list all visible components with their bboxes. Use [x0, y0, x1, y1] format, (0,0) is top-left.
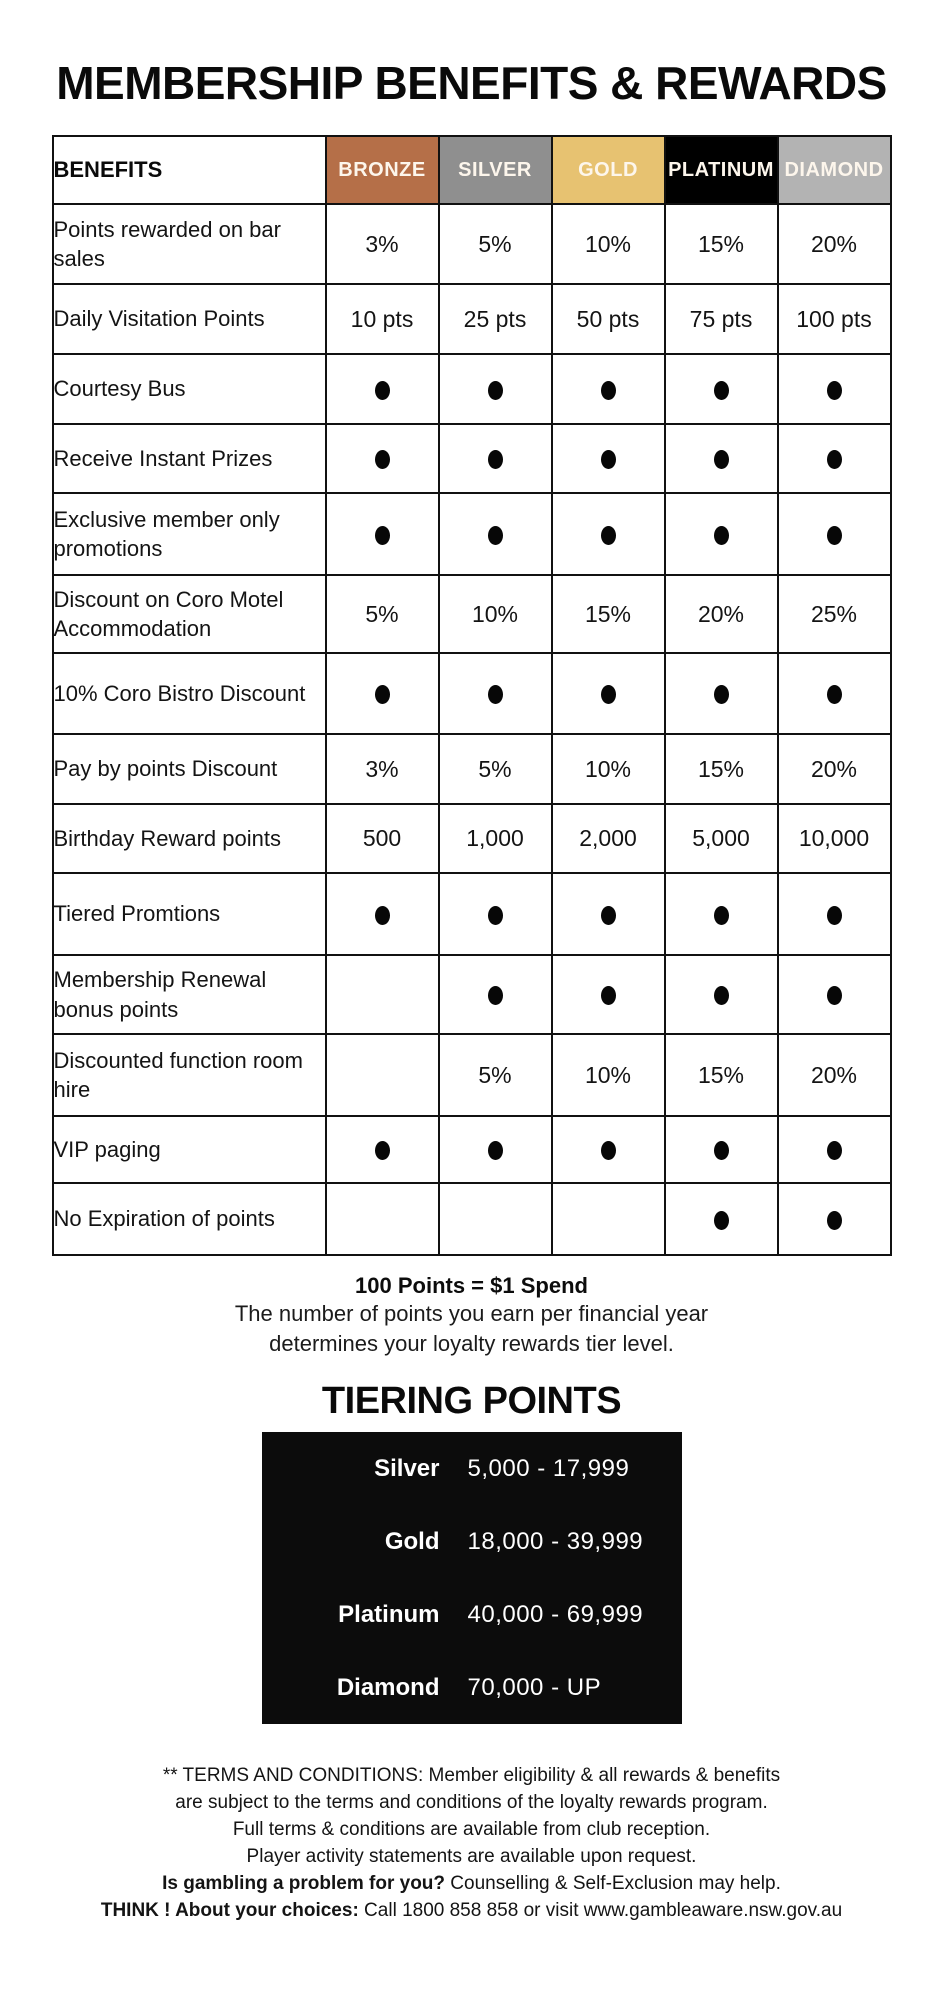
filled-dot-icon — [488, 685, 503, 704]
benefit-label: Birthday Reward points — [53, 804, 326, 873]
benefit-dot-cell — [552, 873, 665, 955]
table-row — [53, 493, 891, 575]
table-row — [53, 1116, 891, 1183]
filled-dot-icon — [827, 906, 842, 925]
table-row — [53, 804, 891, 873]
benefit-dot-cell — [552, 424, 665, 493]
table-row — [53, 424, 891, 493]
benefit-dot-cell — [778, 653, 891, 734]
benefit-label: Courtesy Bus — [53, 354, 326, 424]
filled-dot-icon — [488, 986, 503, 1005]
benefit-dot-cell — [552, 955, 665, 1034]
terms-line: are subject to the terms and conditions of the loyalty rewards program. — [175, 1792, 768, 1813]
table-row — [53, 354, 891, 424]
benefits-table-body — [53, 204, 891, 1255]
filled-dot-icon — [375, 906, 390, 925]
benefit-label: Membership Renewal bonus points — [53, 955, 326, 1034]
terms-line: Is gambling a problem for you? Counselling & Self-Exclusion may help. — [162, 1873, 781, 1894]
benefit-dot-cell — [665, 955, 778, 1034]
benefit-value-cell — [326, 1183, 439, 1255]
filled-dot-icon — [375, 685, 390, 704]
tier-range-row — [262, 1432, 682, 1505]
filled-dot-icon — [714, 685, 729, 704]
benefit-label: Daily Visitation Points — [53, 284, 326, 354]
filled-dot-icon — [827, 1211, 842, 1230]
tier-header-row — [53, 136, 891, 204]
benefit-dot-cell — [665, 354, 778, 424]
filled-dot-icon — [488, 1141, 503, 1160]
tier-header-diamond — [778, 136, 891, 204]
benefit-value-cell: 20% — [778, 1034, 891, 1116]
benefit-dot-cell — [665, 493, 778, 575]
filled-dot-icon — [601, 685, 616, 704]
terms-and-conditions — [0, 1762, 943, 1924]
tier-points-range: 70,000 - UP — [467, 1673, 602, 1701]
benefit-value-cell: 10% — [552, 1034, 665, 1116]
benefit-dot-cell — [778, 955, 891, 1034]
terms-line: Full terms & conditions are available from club reception. — [232, 1819, 711, 1840]
benefit-label: Tiered Promtions — [53, 873, 326, 955]
tier-chip-platinum: PLATINUM — [666, 137, 777, 203]
filled-dot-icon — [714, 906, 729, 925]
filled-dot-icon — [601, 381, 616, 400]
benefit-dot-cell — [439, 1116, 552, 1183]
benefit-dot-cell — [552, 1116, 665, 1183]
benefit-dot-cell — [665, 653, 778, 734]
benefit-dot-cell — [778, 1116, 891, 1183]
benefit-value-cell: 10% — [552, 204, 665, 284]
filled-dot-icon — [714, 526, 729, 545]
tier-name: Silver — [374, 1454, 440, 1482]
tiering-points-panel — [262, 1432, 682, 1724]
benefit-value-cell: 5% — [439, 1034, 552, 1116]
filled-dot-icon — [601, 986, 616, 1005]
tier-note-line-1: The number of points you earn per financial year — [234, 1301, 709, 1326]
benefit-value-cell — [439, 1183, 552, 1255]
filled-dot-icon — [375, 526, 390, 545]
benefit-label: Pay by points Discount — [53, 734, 326, 804]
benefit-dot-cell — [326, 493, 439, 575]
table-row — [53, 575, 891, 653]
benefit-value-cell: 5% — [439, 204, 552, 284]
filled-dot-icon — [714, 1211, 729, 1230]
benefit-dot-cell — [439, 873, 552, 955]
benefit-dot-cell — [439, 354, 552, 424]
benefit-dot-cell — [326, 653, 439, 734]
tier-header-gold — [552, 136, 665, 204]
tier-range-row — [262, 1578, 682, 1651]
benefit-value-cell: 500 — [326, 804, 439, 873]
benefit-value-cell: 25% — [778, 575, 891, 653]
table-row — [53, 284, 891, 354]
tier-points-range: 18,000 - 39,999 — [467, 1527, 644, 1555]
terms-line-bold-lead: Is gambling a problem for you? — [162, 1873, 446, 1894]
benefit-value-cell — [326, 1034, 439, 1116]
benefit-label: Receive Instant Prizes — [53, 424, 326, 493]
tier-header-platinum — [665, 136, 778, 204]
benefit-dot-cell — [439, 955, 552, 1034]
benefit-dot-cell — [326, 424, 439, 493]
table-row — [53, 1183, 891, 1255]
tier-note-line-2: determines your loyalty rewards tier level. — [269, 1331, 674, 1356]
table-row — [53, 955, 891, 1034]
benefit-dot-cell — [326, 354, 439, 424]
page-title: MEMBERSHIP BENEFITS & REWARDS — [56, 57, 887, 109]
benefit-dot-cell — [778, 493, 891, 575]
filled-dot-icon — [827, 986, 842, 1005]
benefit-dot-cell — [552, 354, 665, 424]
filled-dot-icon — [488, 381, 503, 400]
filled-dot-icon — [601, 450, 616, 469]
filled-dot-icon — [827, 450, 842, 469]
benefit-value-cell: 10 pts — [326, 284, 439, 354]
benefit-dot-cell — [665, 1116, 778, 1183]
table-row — [53, 1034, 891, 1116]
tier-header-silver — [439, 136, 552, 204]
benefit-dot-cell — [778, 873, 891, 955]
tier-chip-silver: SILVER — [440, 137, 551, 203]
benefit-dot-cell — [326, 1116, 439, 1183]
benefit-dot-cell — [665, 1183, 778, 1255]
benefit-value-cell: 100 pts — [778, 284, 891, 354]
benefit-dot-cell — [439, 424, 552, 493]
benefit-label: Discount on Coro Motel Accommodation — [53, 575, 326, 653]
benefit-value-cell: 1,000 — [439, 804, 552, 873]
tier-chip-bronze: BRONZE — [327, 137, 438, 203]
benefit-value-cell: 75 pts — [665, 284, 778, 354]
terms-line: Player activity statements are available upon request. — [246, 1846, 697, 1867]
tier-chip-diamond: DIAMOND — [779, 137, 890, 203]
benefit-label: Exclusive member only promotions — [53, 493, 326, 575]
terms-line-bold-lead: THINK ! About your choices: — [100, 1900, 359, 1921]
filled-dot-icon — [827, 685, 842, 704]
benefit-label: VIP paging — [53, 1116, 326, 1183]
filled-dot-icon — [488, 450, 503, 469]
tier-points-range: 40,000 - 69,999 — [467, 1600, 644, 1628]
tiering-points-title: TIERING POINTS — [321, 1380, 622, 1422]
table-row — [53, 873, 891, 955]
filled-dot-icon — [714, 450, 729, 469]
benefit-value-cell: 25 pts — [439, 284, 552, 354]
tier-name: Gold — [384, 1527, 440, 1555]
benefit-dot-cell — [439, 493, 552, 575]
benefits-column-header: BENEFITS — [53, 136, 326, 204]
benefit-value-cell — [552, 1183, 665, 1255]
benefit-value-cell: 10% — [552, 734, 665, 804]
benefit-value-cell: 5,000 — [665, 804, 778, 873]
benefit-label: Discounted function room hire — [53, 1034, 326, 1116]
benefit-dot-cell — [552, 653, 665, 734]
tier-chip-gold: GOLD — [553, 137, 664, 203]
table-row — [53, 734, 891, 804]
tier-header-bronze — [326, 136, 439, 204]
points-equivalence-note: 100 Points = $1 Spend — [355, 1273, 588, 1298]
benefit-value-cell: 5% — [326, 575, 439, 653]
benefit-dot-cell — [778, 354, 891, 424]
filled-dot-icon — [714, 986, 729, 1005]
filled-dot-icon — [601, 526, 616, 545]
filled-dot-icon — [488, 526, 503, 545]
benefit-dot-cell — [439, 653, 552, 734]
filled-dot-icon — [601, 1141, 616, 1160]
benefit-label: Points rewarded on bar sales — [53, 204, 326, 284]
benefit-dot-cell — [665, 424, 778, 493]
filled-dot-icon — [827, 526, 842, 545]
benefit-value-cell: 2,000 — [552, 804, 665, 873]
benefit-label: No Expiration of points — [53, 1183, 326, 1255]
benefit-value-cell: 15% — [665, 1034, 778, 1116]
benefit-value-cell: 3% — [326, 734, 439, 804]
benefit-value-cell: 10% — [439, 575, 552, 653]
tier-points-range: 5,000 - 17,999 — [467, 1454, 630, 1482]
benefit-value-cell: 5% — [439, 734, 552, 804]
filled-dot-icon — [827, 381, 842, 400]
benefit-dot-cell — [326, 873, 439, 955]
terms-line: ** TERMS AND CONDITIONS: Member eligibility & all rewards & benefits — [162, 1765, 781, 1786]
tier-name: Diamond — [336, 1673, 440, 1701]
filled-dot-icon — [375, 1141, 390, 1160]
benefit-value-cell: 10,000 — [778, 804, 891, 873]
tier-name: Platinum — [338, 1600, 440, 1628]
filled-dot-icon — [601, 906, 616, 925]
filled-dot-icon — [714, 1141, 729, 1160]
table-row — [53, 204, 891, 284]
filled-dot-icon — [375, 381, 390, 400]
benefits-table — [52, 135, 892, 1256]
tier-range-row — [262, 1505, 682, 1578]
benefit-label: 10% Coro Bistro Discount — [53, 653, 326, 734]
benefit-value-cell: 20% — [778, 204, 891, 284]
benefit-dot-cell — [778, 424, 891, 493]
filled-dot-icon — [375, 450, 390, 469]
benefit-value-cell: 20% — [665, 575, 778, 653]
terms-line: THINK ! About your choices: Call 1800 858 858 or visit www.gambleaware.nsw.gov.au — [100, 1900, 843, 1921]
benefit-value-cell: 15% — [665, 204, 778, 284]
benefit-dot-cell — [778, 1183, 891, 1255]
benefit-value-cell: 20% — [778, 734, 891, 804]
filled-dot-icon — [488, 906, 503, 925]
benefit-dot-cell — [665, 873, 778, 955]
benefit-dot-cell — [552, 493, 665, 575]
benefit-value-cell — [326, 955, 439, 1034]
benefit-value-cell: 50 pts — [552, 284, 665, 354]
tier-range-row — [262, 1651, 682, 1724]
table-row — [53, 653, 891, 734]
filled-dot-icon — [714, 381, 729, 400]
benefit-value-cell: 15% — [552, 575, 665, 653]
filled-dot-icon — [827, 1141, 842, 1160]
benefit-value-cell: 15% — [665, 734, 778, 804]
benefit-value-cell: 3% — [326, 204, 439, 284]
